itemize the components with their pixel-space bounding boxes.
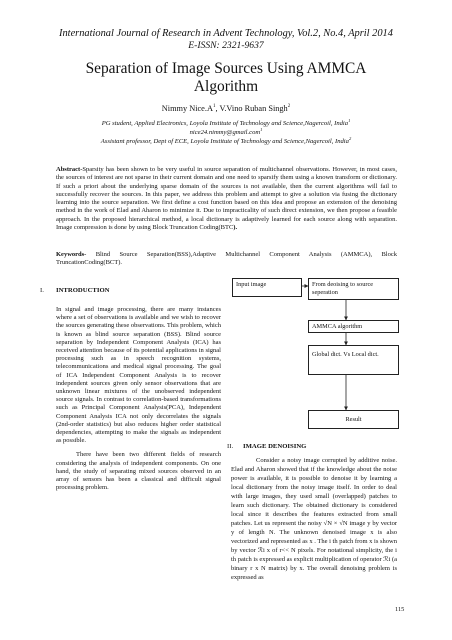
diagram-box-dictionary: Global dict. Vs Local dict. [308, 345, 399, 375]
keywords-label: Keywords- [56, 251, 87, 258]
section-2-heading [227, 443, 306, 450]
intro-paragraph-2: There have been two different fields of research considering the analysis of independent components. On one hand, the study of separating mixed sources observed in an array of sensors has been a classical and difficult signal processing problem. [56, 451, 221, 492]
section-2-title: IMAGE DENOISING [243, 443, 307, 450]
denoising-paragraph: Consider a noisy image corrupted by additive noise. Elad and Aharon showed that if the knowledge about the noise power is available, it is possible to denoise it by learning a local dictionary from the noisy image itself. In order to deal with large images, they used small (overlapped) patches to learn such dictionary. The obtained dictionary is considered local since it describes the features extracted from small patches. Let us represent the noisy √N × √N image y by vector y of length N. The unknown denoised image x is also vectorized and represented as x . The i th patch from x is shown by vector ℛi x of r<< N pixels. For notational simplicity, the i th patch is expressed as explicit multiplication of operator ℛi (a binary r x N matrix) by x. The overall denoising problem is expressed as [231, 457, 397, 581]
keywords-text: Blind Source Separation(BSS),Adaptive Multichannel Component Analysis (AMMCA), Block TruncationCoding(BCT). [56, 251, 397, 267]
section-1-title: INTRODUCTION [56, 287, 110, 294]
journal-header: International Journal of Research in Advent Technology, Vol.2, No.4, April 2014 [59, 28, 393, 39]
author-name-2: V.Vino Ruban Singh [219, 104, 288, 113]
abstract-text: Sparsity has been shown to be very useful in source separation of multichannel observations. However, in most cases, the sources of interest are not sparse in their current domain and one need to sparsify them using a known transform or dictionary. If such a priori about the underlying sparse domain of the sources is not available, then the current algorithms will fail to successfully recover the sources. In this paper, we address this problem and attempt to give a solution via fusing the dictionary learning into the source separation. We first define a cost function based on this idea and propose an extension of the denoising method in the work of Elad and Aharon to minimize it. Due to impracticality of such direct extension, we then propose a feasible approach. In the proposed hierarchical method, a local dictionary is adaptively learned for each source along with separation. Image compression is done by using Block Truncation Coding(BTC [56, 166, 397, 232]
diagram-box-separation: From deoising to source seperation [308, 278, 399, 300]
section-2-number: II. [227, 443, 234, 450]
author-email: nice24.nimmy@gmail.com [189, 129, 261, 137]
author-sup-2: 2 [287, 104, 291, 110]
affiliation-1-sup: 1 [348, 118, 351, 123]
affiliation-2-text: Assistant professor, Dept of ECE, Loyola Institute of Technology and Science,Nagercoil, India [100, 138, 349, 146]
diagram-box-input-image: Input image [232, 278, 302, 297]
abstract-label: Abstract- [56, 166, 83, 173]
section-2-body [231, 456, 397, 582]
journal-issn: E-ISSN: 2321-9637 [188, 40, 264, 51]
affiliation-2-sup: 2 [348, 136, 352, 141]
page-number: 115 [395, 606, 405, 613]
section-1-number: I. [40, 287, 44, 294]
author-sup-1: 1 [212, 104, 216, 110]
paper-title-line-2: Algorithm [193, 78, 259, 95]
affiliation-1-text: PG student, Applied Electronics, Loyola Institute of Technology and Science,Nagercoil, India [101, 120, 349, 128]
paper-title-line-1: Separation of Image Sources Using AMMCA [85, 60, 367, 77]
author-name-1: Nimmy Nice.A [161, 104, 213, 113]
diagram-box-result: Result [308, 410, 399, 429]
diagram-box-ammca: AMMCA algorithm [308, 320, 399, 333]
intro-paragraph-1: In signal and image processing, there are many instances where a set of observations is available and we wish to recover the sources generating these observations. This problem, which is known as blind source separation (BSS). Blind source separation by Independent Component Analysis (ICA) has received attention because of its potential applications in signal processing such as in speech recognition systems, telecommunications and medical signal processing. The goal of ICA Independent Component Analysis is to recover independent sources given only sensor observations that are unknown linear mixtures of the unobserved independent source signals. In contrast to correlation-based transformations such as Principal Component Analysis(PCA), Independent Component Analysis ICA not only decorrelates the signals (2nd-order statistics) but also reduces higher order statistical dependencies, attempting to make the signals as independent as possible. [56, 306, 221, 445]
author-separator: , [215, 104, 220, 113]
author-email-sup: 1 [260, 127, 263, 132]
abstract-tail: ). [233, 224, 238, 232]
